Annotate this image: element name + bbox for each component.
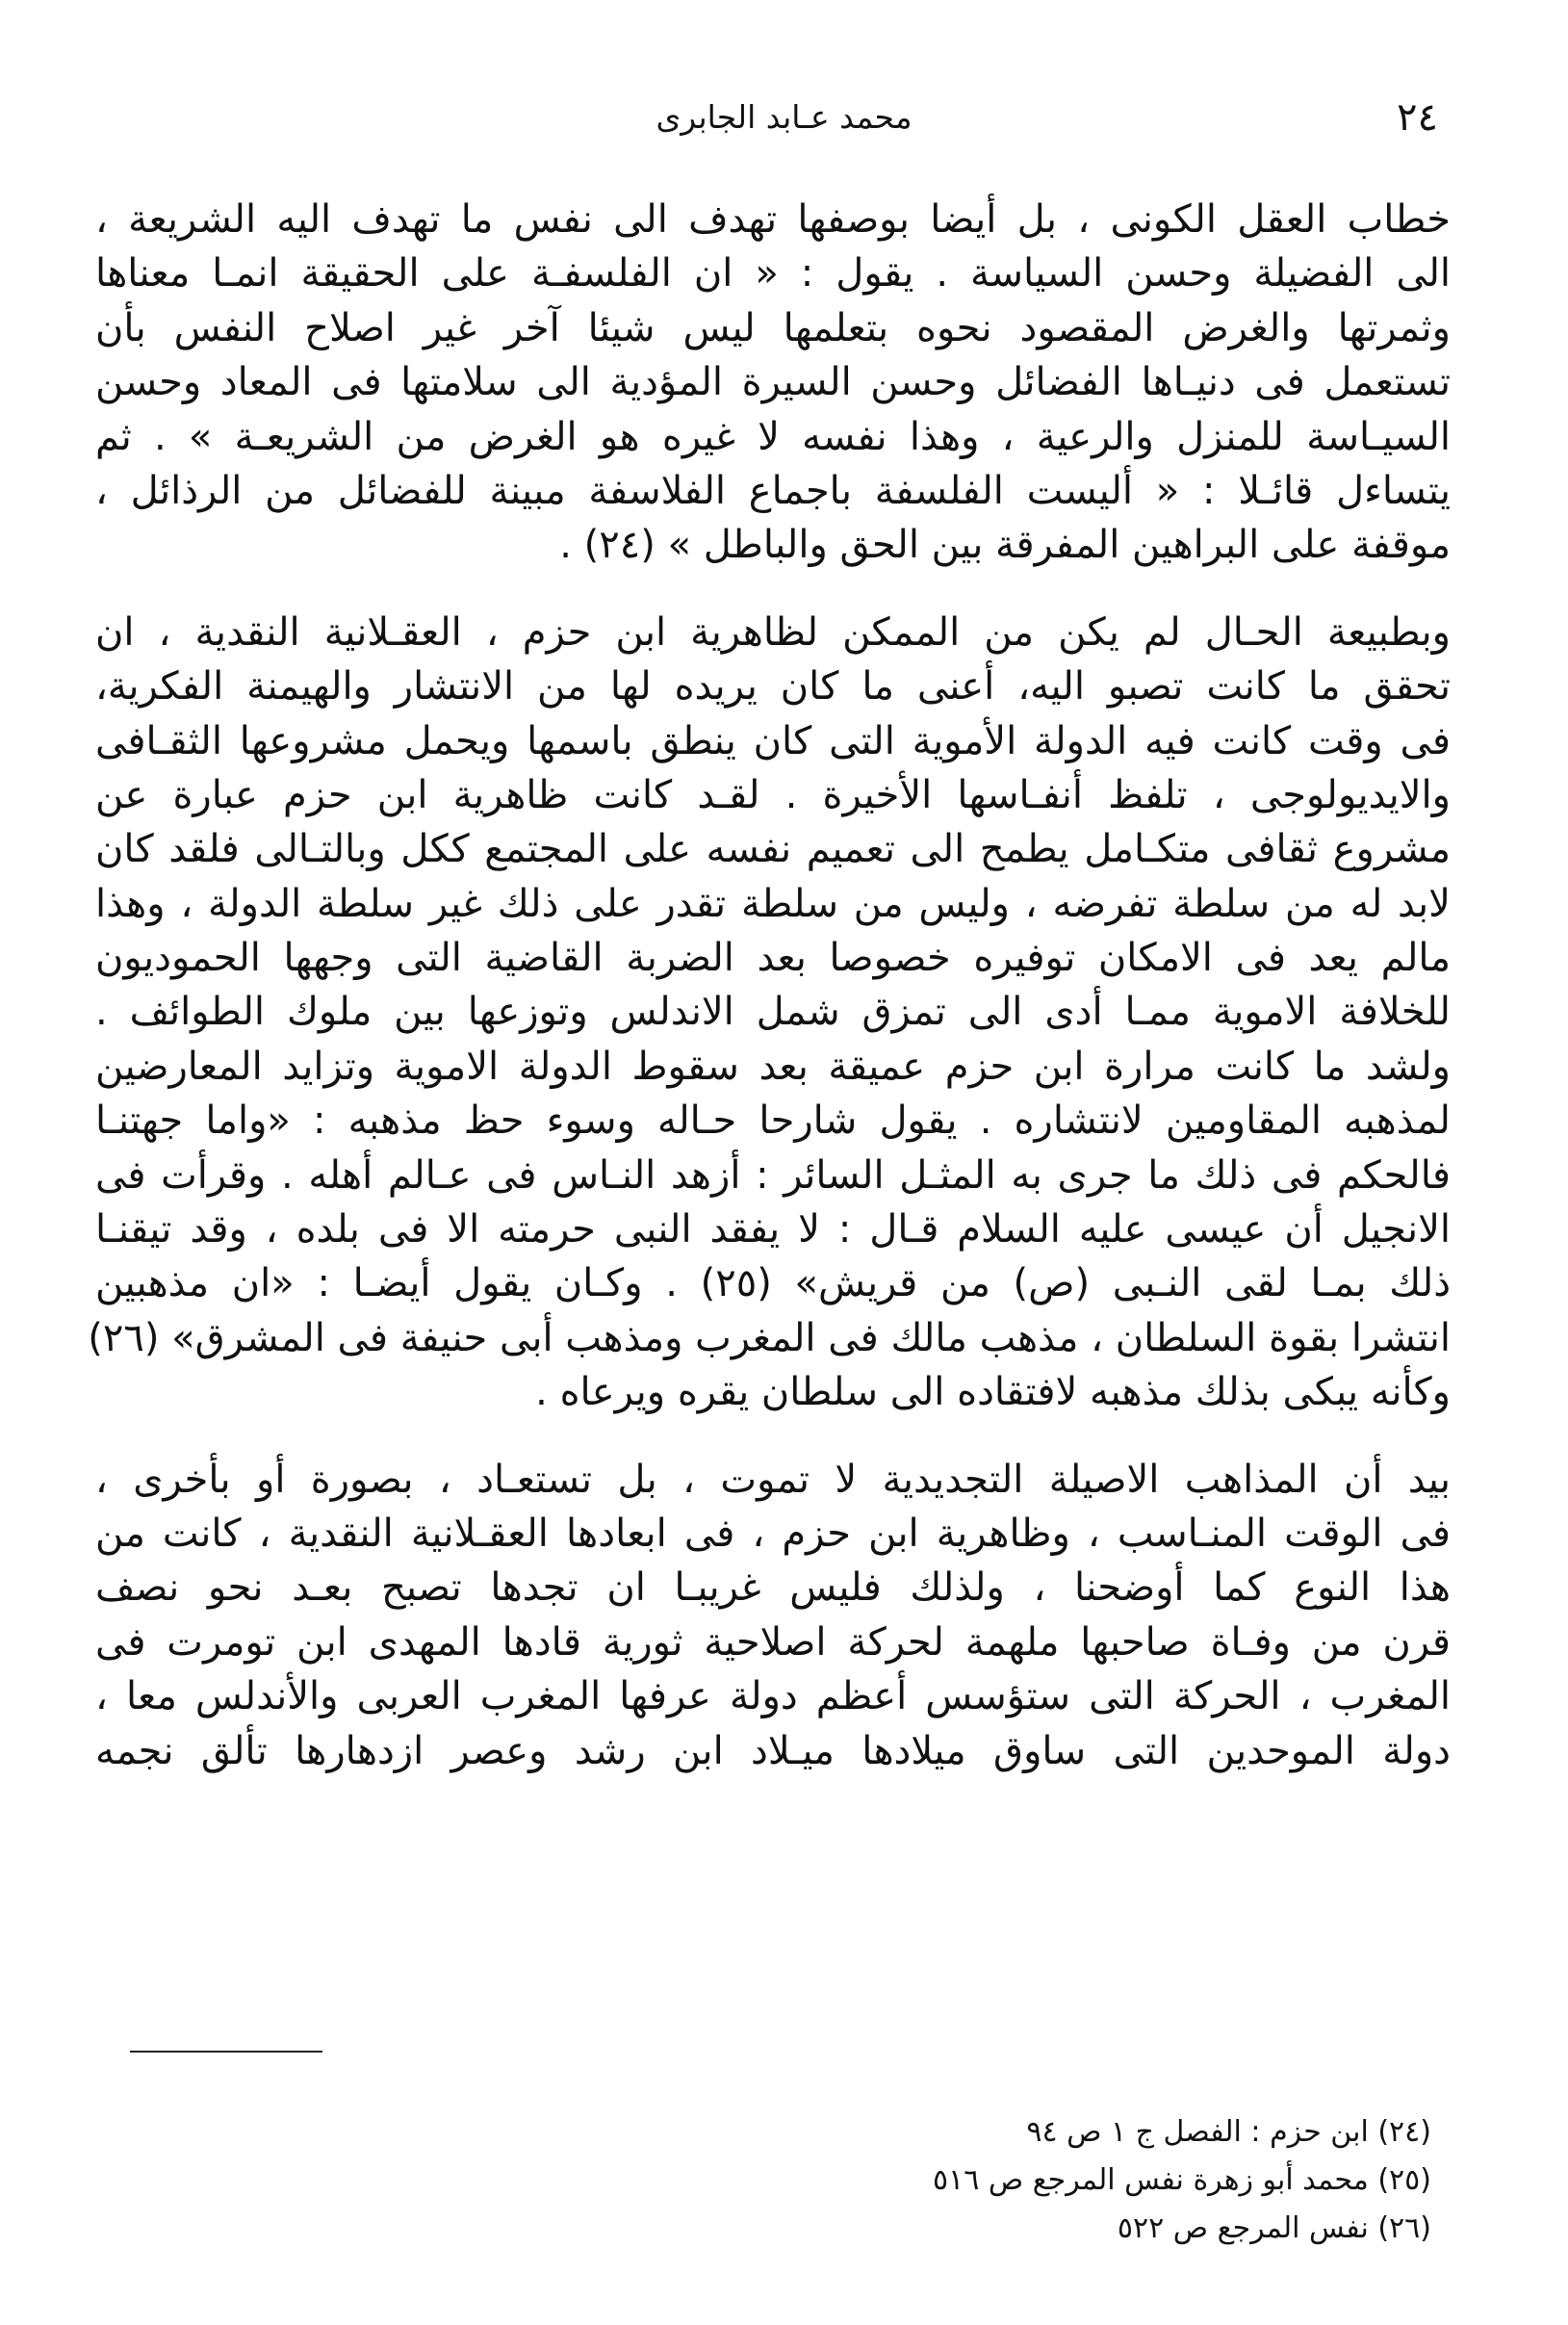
- text-line: والايديولوجى ، تلفظ أنفـاسها الأخيرة . لقـد كانت ظاهرية ابن حزم عبارة عن: [95, 772, 1451, 817]
- footnote-25: (٢٥) محمد أبو زهرة نفس المرجع ص ٥١٦: [933, 2163, 1431, 2197]
- text-line: قرن من وفـاة صاحبها ملهمة لحركة اصلاحية ثورية قادها المهدى ابن تومرت فى: [95, 1619, 1451, 1665]
- text-line: خطاب العقل الكونى ، بل أيضا بوصفها تهدف الى نفس ما تهدف اليه الشريعة ،: [95, 197, 1451, 242]
- text-line: الانجيل أن عيسى عليه السلام قـال : لا يفقد النبى حرمته الا فى بلده ، وقد تيقنـا: [95, 1207, 1451, 1253]
- text-line: فى الوقت المنـاسب ، وظاهرية ابن حزم ، فى ابعادها العقـلانية النقدية ، كانت من: [95, 1511, 1451, 1556]
- text-line: المغرب ، الحركة التى ستؤسس أعظم دولة عرفها المغرب العربى والأندلس معا ،: [95, 1674, 1451, 1719]
- text-line: انتشرا بقوة السلطان ، مذهب مالك فى المغرب ومذهب أبى حنيفة فى المشرق» (٢٦): [88, 1315, 1451, 1360]
- text-line: السيـاسة للمنزل والرعية ، وهذا نفسه لا غيره هو الغرض من الشريعـة » . ثم: [95, 414, 1451, 459]
- text-line: دولة الموحدين التى ساوق ميلادها ميـلاد ابن رشد وعصر ازدهارها تألق نجمه: [95, 1728, 1451, 1773]
- footnote-divider: [130, 2051, 322, 2053]
- text-line: فى وقت كانت فيه الدولة الأموية التى كان ينطق باسمها ويحمل مشروعها الثقـافى: [95, 718, 1451, 763]
- text-line: ولشد ما كانت مرارة ابن حزم عميقة بعد سقوط الدولة الاموية وتزايد المعارضين: [95, 1044, 1451, 1089]
- text-line: هذا النوع كما أوضحنا ، ولذلك فليس غريبـا ان تجدها تصبح بعـد نحو نصف: [95, 1565, 1451, 1611]
- text-line: مالم يعد فى الامكان توفيره خصوصا بعد الضربة القاضية التى وجهها الحموديون: [95, 936, 1451, 981]
- text-line: الى الفضيلة وحسن السياسة . يقول : « ان الفلسفـة على الحقيقة انمـا معناها: [95, 251, 1451, 297]
- paragraph-1: [95, 193, 1451, 573]
- footnotes: [565, 2108, 1431, 2253]
- header-author: محمد عـابد الجابرى: [655, 98, 913, 136]
- paragraph-2: [88, 606, 1451, 1420]
- text-line: فالحكم فى ذلك ما جرى به المثـل السائر : أزهد النـاس فى عـالم أهله . وقرأت فى: [95, 1152, 1451, 1198]
- text-line: لمذهبه المقاومين لانتشاره . يقول شارحا حـاله وسوء حظ مذهبه : «واما جهتنـا: [95, 1098, 1451, 1144]
- text-line: وثمرتها والغرض المقصود نحوه بتعلمها ليس شيئا آخر غير اصلاح النفس بأن: [95, 305, 1451, 350]
- text-line: تستعمل فى دنيـاها الفضائل وحسن السيرة المؤدية الى سلامتها فى المعاد وحسن: [95, 360, 1451, 405]
- running-header: [130, 89, 1438, 146]
- text-line: وكأنه يبكى بذلك مذهبه لافتقاده الى سلطان يقره ويرعاه .: [535, 1370, 1451, 1415]
- text-line: يتساءل قائـلا : « أليست الفلسفة باجماع الفلاسفة مبينة للفضائل من الرذائل ،: [95, 468, 1451, 513]
- text-line: وبطبيعة الحـال لم يكن من الممكن لظاهرية ابن حزم ، العقـلانية النقدية ، ان: [95, 609, 1451, 655]
- text-line: موقفة على البراهين المفرقة بين الحق والباطل » (٢٤) .: [559, 523, 1451, 568]
- text-line: مشروع ثقافى متكـامل يطمح الى تعميم نفسه على المجتمع ككل وبالتـالى فلقد كان: [95, 827, 1451, 872]
- footnote-26: (٢٦) نفس المرجع ص ٥٢٢: [1117, 2211, 1431, 2245]
- page-number: ٢٤: [1397, 95, 1438, 140]
- text-line: لابد له من سلطة تفرضه ، وليس من سلطة تقدر على ذلك غير سلطة الدولة ، وهذا: [95, 881, 1451, 926]
- text-line: ذلك بمـا لقى النـبى (ص) من قريش» (٢٥) . وكـان يقول أيضـا : «ان مذهبين: [95, 1261, 1451, 1306]
- footnote-24: (٢٤) ابن حزم : الفصل ج ١ ص ٩٤: [1026, 2115, 1431, 2149]
- text-line: بيد أن المذاهب الاصيلة التجديدية لا تموت ، بل تستعـاد ، بصورة أو بأخرى ،: [95, 1457, 1451, 1502]
- text-line: تحقق ما كانت تصبو اليه، أعنى ما كان يريده لها من الانتشار والهيمنة الفكرية،: [95, 664, 1451, 710]
- paragraph-3: [95, 1453, 1451, 1778]
- body-text: [88, 193, 1451, 1803]
- text-line: للخلافة الاموية ممـا أدى الى تمزق شمل الاندلس وتوزعها بين ملوك الطوائف .: [95, 990, 1451, 1035]
